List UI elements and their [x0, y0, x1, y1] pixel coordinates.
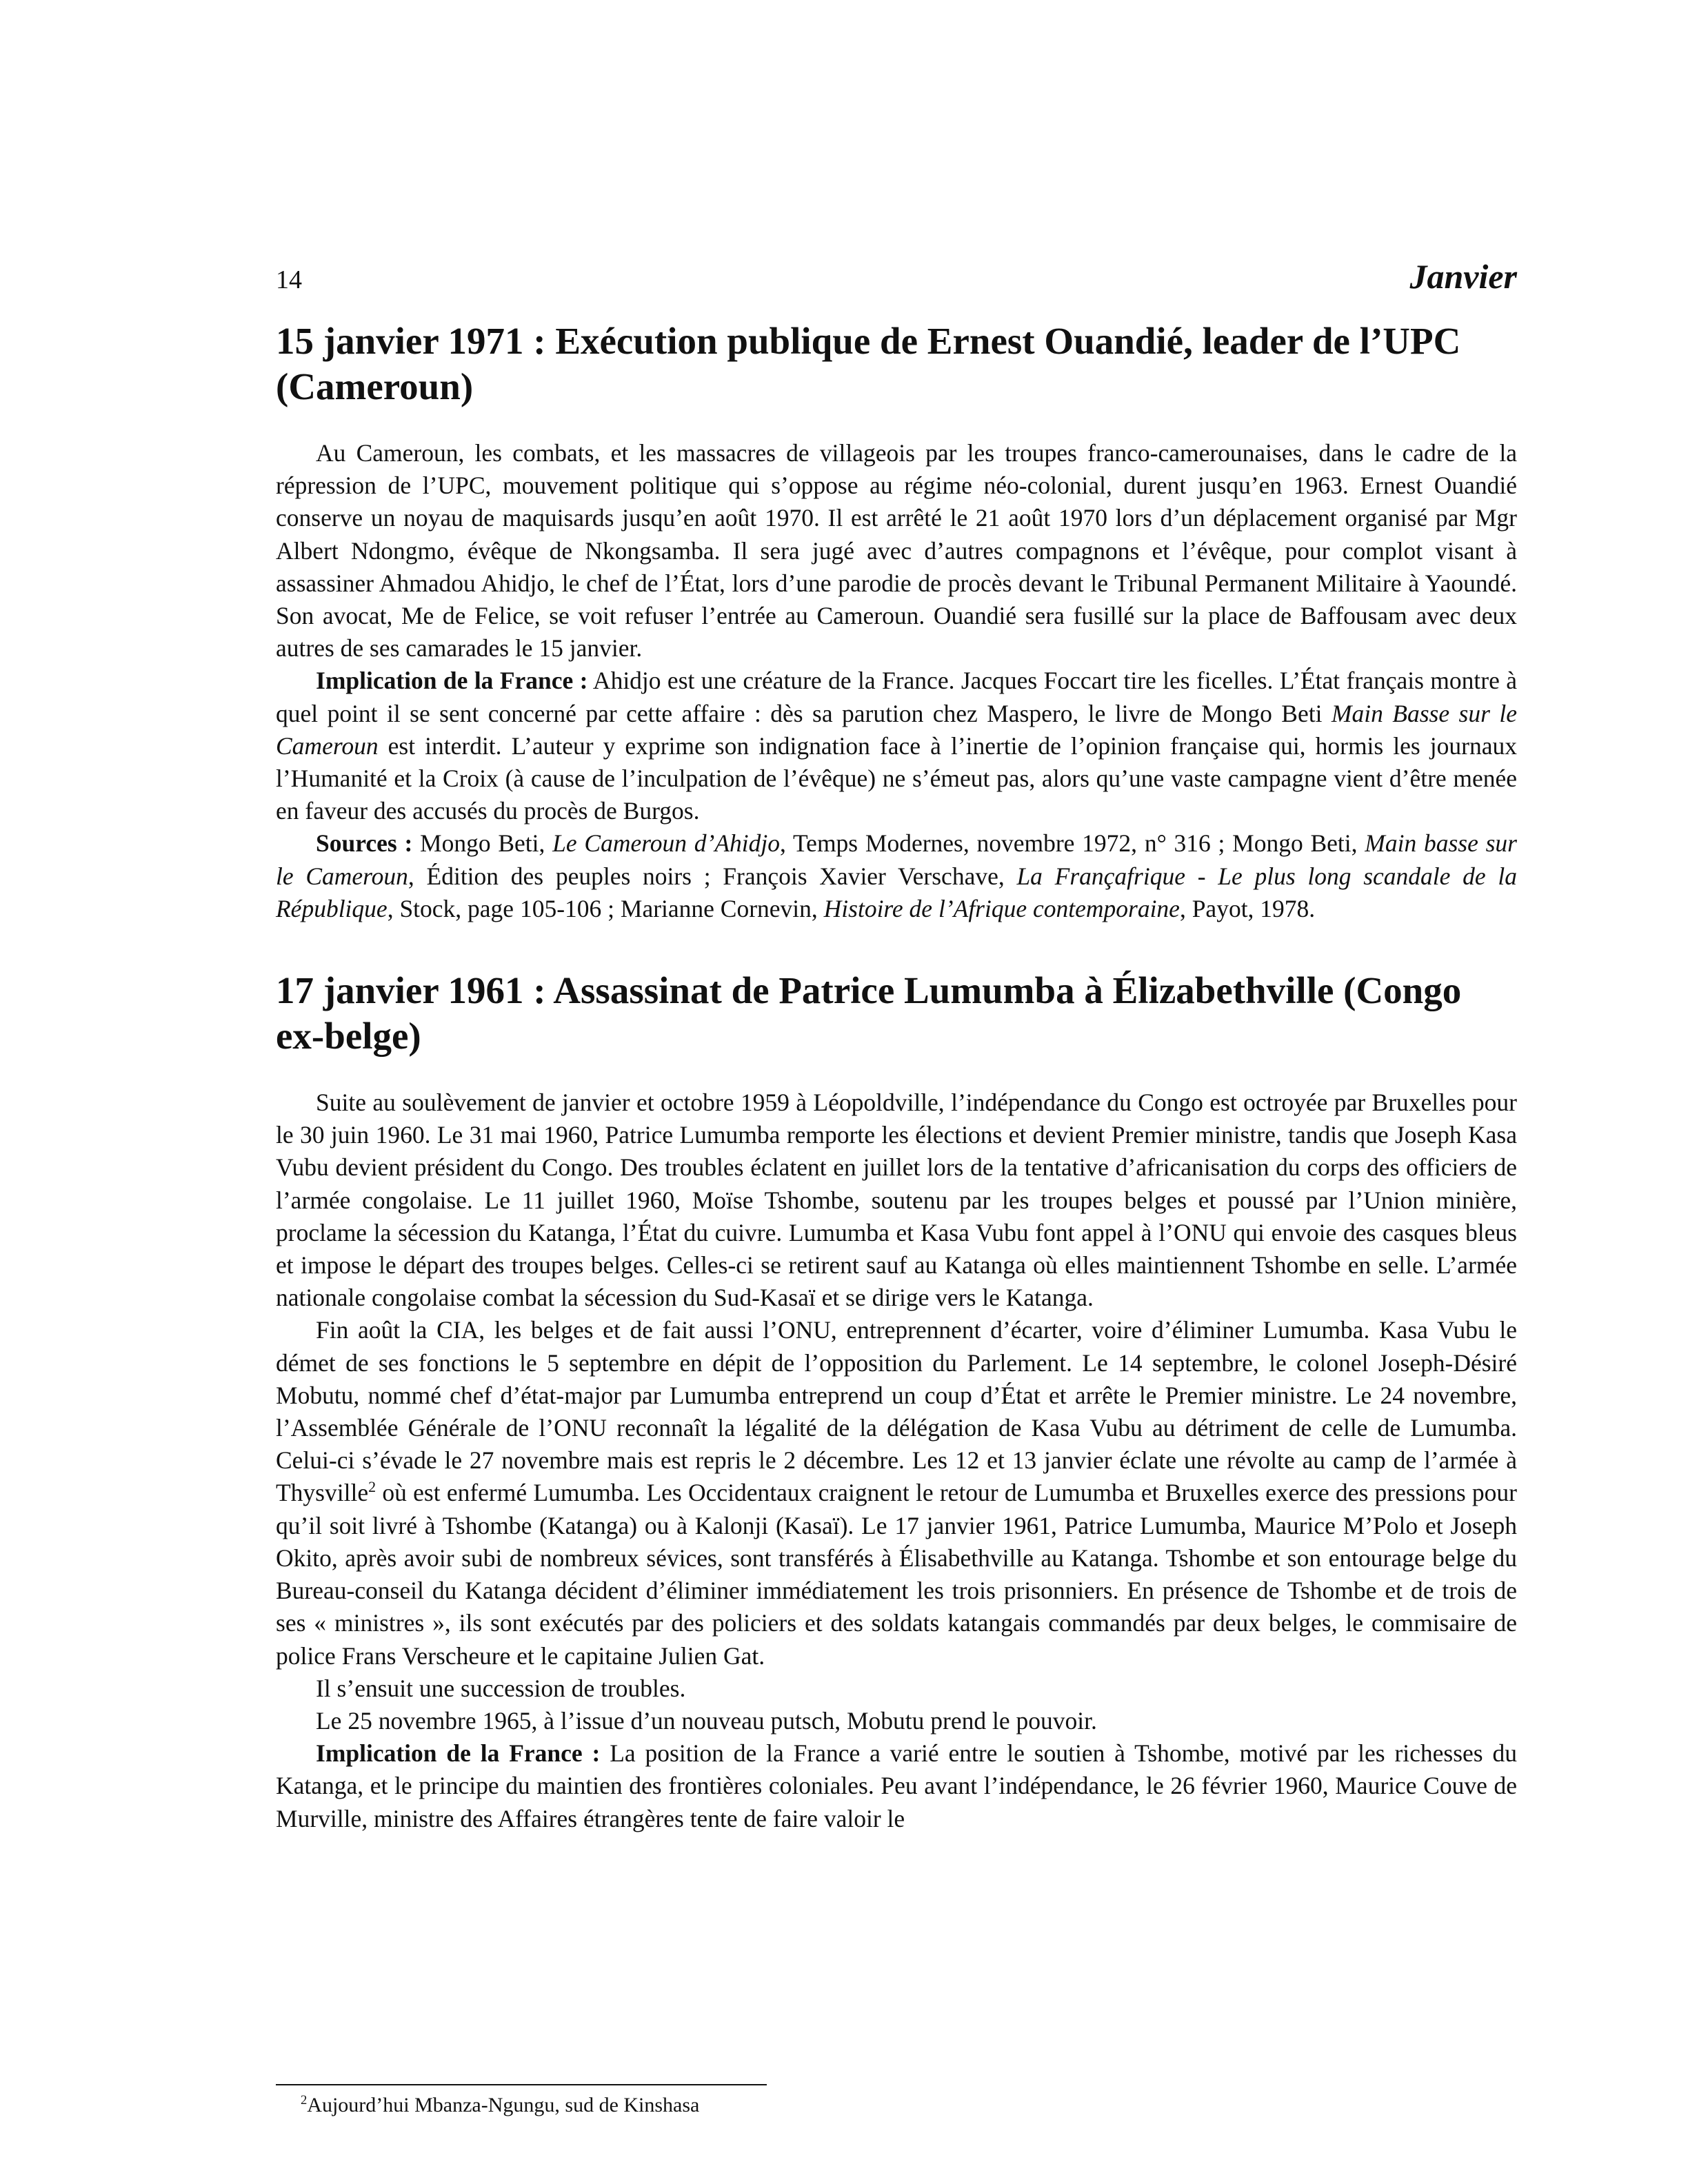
page-body — [276, 256, 1517, 1835]
book-title: La Françafrique - Le plus long scandale de la République — [276, 862, 1517, 922]
page-number: 14 — [276, 265, 302, 294]
paragraph — [276, 1737, 1517, 1835]
text-run: , Édition des peuples noirs ; François Xavier Verschave, — [408, 862, 1017, 890]
text-run: est interdit. L’auteur y exprime son indignation face à l’inertie de l’opinion française qui, hormis les journaux l’Humanité et la Croix (à cause de l’inculpation de l’évêque) ne s’émeut pas, alors qu’une vaste campagne vient d’être menée en faveur des accusés du procès de Burgos. — [276, 731, 1517, 825]
section-ouandie — [276, 318, 1517, 925]
book-title: Main basse sur le Cameroun — [276, 829, 1518, 890]
footnote-mark: 2 — [301, 2093, 308, 2107]
text-run: Mongo Beti, — [412, 829, 553, 858]
running-title: Janvier — [1409, 257, 1517, 296]
running-head — [276, 256, 1517, 298]
section-title: 15 janvier 1971 : Exécution publique de Ernest Ouandié, leader de l’UPC (Cameroun) — [276, 320, 1461, 407]
book-title: Main Basse sur le Cameroun — [276, 699, 1517, 760]
book-title: Histoire de l’Afrique contemporaine — [823, 894, 1180, 922]
paragraph — [276, 665, 1517, 827]
section-lumumba — [276, 968, 1517, 1835]
paragraph: Au Cameroun, les combats, et les massacres de villageois par les troupes franco-camerounaises, dans le cadre de la répression de l’UPC, mouvement politique qui s’oppose au régime néo-colonial, durent jusqu’en 1963. Ernest Ouandié conserve un noyau de maquisards jusqu’en août 1970. Il est arrêté le 21 août 1970 lors d’un déplacement organisé par Mgr Albert Ndongmo, évêque de Nkongsamba. Il sera jugé avec d’autres compagnons et l’évêque, pour complot visant à assassiner Ahmadou Ahidjo, le chef de l’État, lors d’une parodie de procès devant le Tribunal Permanent Militaire à Yaoundé. Son avocat, Me de Felice, se voit refuser l’entrée au Cameroun. Ouandié sera fusillé sur la place de Baffousam avec deux autres de ses camarades le 15 janvier. — [276, 439, 1517, 663]
text-run: Ahidjo est une créature de la France. Jacques Foccart tire les ficelles. L’État français montre à quel point il se sent concerné par cette affaire : dès sa parution chez Maspero, le livre de Mongo Beti — [276, 667, 1517, 727]
paragraph: Suite au soulèvement de janvier et octobre 1959 à Léopoldville, l’indépendance du Congo est octroyée par Bruxelles pour le 30 juin 1960. Le 31 mai 1960, Patrice Lumumba remporte les élections et devient Premier ministre, tandis que Joseph Kasa Vubu devient président du Congo. Des troubles éclatent en juillet lors de la tentative d’africanisation du corps des officiers de l’armée congolaise. Le 11 juillet 1960, Moïse Tshombe, soutenu par les troupes belges et poussé par l’Union minière, proclame la sécession du Katanga, l’État du cuivre. Lumumba et Kasa Vubu font appel à l’ONU qui envoie des casques bleus et impose le départ des troupes belges. Celles-ci se retirent sauf au Katanga où elles maintiennent Tshombe en selle. L’armée nationale congolaise combat la sécession du Sud-Kasaï et se dirige vers le Katanga. — [276, 1089, 1517, 1312]
footnote — [301, 2093, 699, 2118]
text-run: , Temps Modernes, novembre 1972, n° 316 ; Mongo Beti, — [779, 829, 1365, 858]
text-run: Fin août la CIA, les belges et de fait aussi l’ONU, entreprennent d’écarter, voire d’éliminer Lumumba. Kasa Vubu le démet de ses fonctions le 5 septembre en dépit de l’opposition du Parlement. Le 14 septembre, le colonel Joseph-Désiré Mobutu, nommé chef d’état-major par Lumumba entreprend un coup d’État et arrête le Premier ministre. Le 24 novembre, l’Assemblée Générale de l’ONU reconnaît la légalité de la délégation de Kasa Vubu au détriment de celle de Lumumba. Celui-ci s’évade le 27 novembre mais est repris le 2 décembre. Les 12 et 13 janvier éclate une révolte au camp de l’armée à Thysville — [276, 1316, 1517, 1507]
bold-label: Sources : — [316, 829, 413, 858]
paragraph — [276, 1314, 1517, 1672]
section-title: 17 janvier 1961 : Assassinat de Patrice Lumumba à Élizabethville (Congo ex-belge) — [276, 969, 1462, 1058]
text-run: , Payot, 1978. — [1179, 894, 1316, 922]
text-run: où est enfermé Lumumba. Les Occidentaux craignent le retour de Lumumba et Bruxelles exerce des pressions pour qu’il soit livré à Tshombe (Katanga) ou à Kalonji (Kasaï). Le 17 janvier 1961, Patrice Lumumba, Maurice M’Polo et Joseph Okito, après avoir subi de nombreux sévices, sont transférés à Élisabethville au Katanga. Tshombe et son entourage belge du Bureau-conseil du Katanga décident d’éliminer immédiatement les trois prisonniers. En présence de Tshombe et de trois de ses « ministres », ils sont exécutés par des policiers et des soldats katangais commandés par deux belges, le commisaire de police Frans Verscheure et le capitaine Julien Gat. — [276, 1479, 1517, 1670]
footnote-divider — [276, 2084, 767, 2085]
paragraph: Le 25 novembre 1965, à l’issue d’un nouveau putsch, Mobutu prend le pouvoir. — [316, 1706, 1097, 1735]
bold-label: Implication de la France : — [316, 1739, 601, 1768]
bold-label: Implication de la France : — [316, 667, 588, 695]
paragraph: Il s’ensuit une succession de troubles. — [316, 1674, 686, 1702]
text-run: La position de la France a varié entre le soutien à Tshombe, motivé par les richesses du Katanga, et le principe du maintien des frontières coloniales. Peu avant l’indépendance, le 26 février 1960, Maurice Couve de Murville, ministre des Affaires étrangères tente de faire valoir le — [276, 1739, 1517, 1832]
sources-paragraph — [276, 827, 1517, 925]
footnote-text: Aujourd’hui Mbanza-Ngungu, sud de Kinshasa — [307, 2094, 700, 2116]
text-run: , Stock, page 105-106 ; Marianne Cornevin, — [387, 894, 824, 922]
book-title: Le Cameroun d’Ahidjo — [552, 829, 780, 858]
footnote-reference[interactable]: 2 — [368, 1478, 376, 1496]
